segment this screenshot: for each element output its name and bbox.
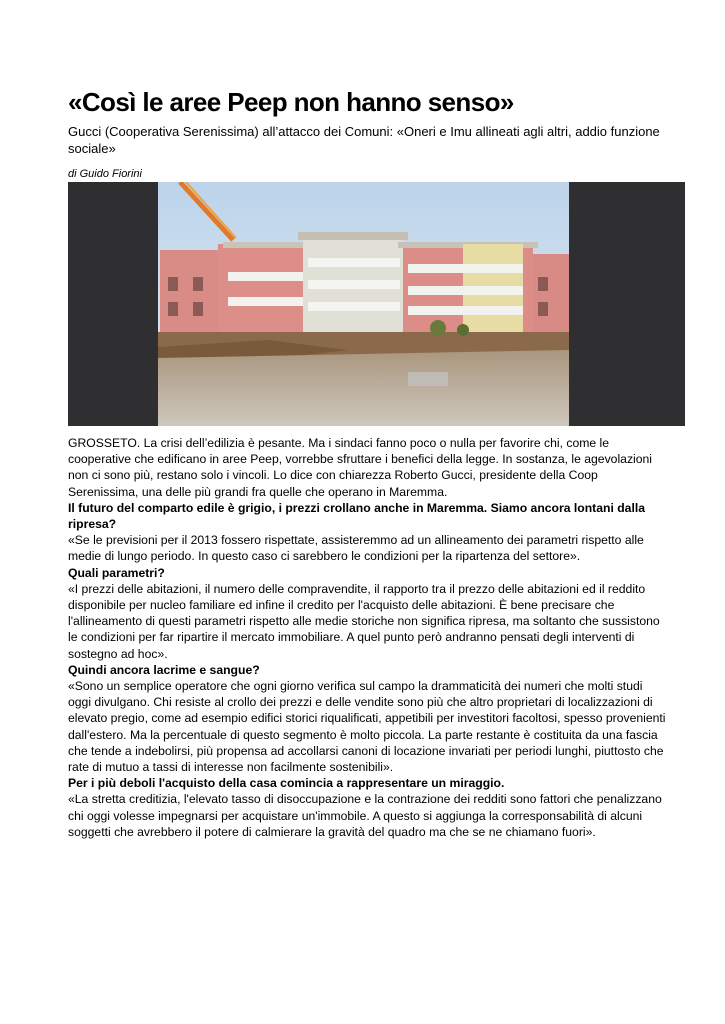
- interview-question: Quindi ancora lacrime e sangue?: [68, 662, 260, 677]
- article-byline: di Guido Fiorini: [68, 168, 142, 180]
- paragraph: «Sono un semplice operatore che ogni giorno verifica sul campo la drammaticità dei numeri che molti studi oggi divulgano. Chi resiste al crollo dei prezzi e delle vendite sono più che altro proprietari di localizzazioni di elevato pregio, come ad esempio edifici storici riqualificati, appetibili per investitori facoltosi, spesso provenienti dall'estero. Ma la percentuale di questo segmento è molto piccola. La parte restante è costituita da una fascia che tende a indebolirsi, più propensa ad accollarsi canoni di locazione invariati per periodi lunghi, piuttosto che rate di mutuo a tassi di interesse non facilmente sostenibili».: [68, 679, 666, 775]
- interview-question: Il futuro del comparto edile è grigio, i prezzi crollano anche in Maremma. Siamo ancora lontani dalla ripresa?: [68, 500, 645, 532]
- interview-question: Quali parametri?: [68, 565, 165, 580]
- paragraph: «I prezzi delle abitazioni, il numero delle compravendite, il rapporto tra il prezzo delle abitazioni ed il reddito disponibile per nucleo familiare ed infine il credito per l'acquisto delle abitazioni. È bene precisare che l'allineamento di questi parametri rispetto alle medie storiche non significa ripresa, ma soltanto che sussistono le condizioni per far ripartire il mercato immobiliare. A quel punto però andranno pensati degli interventi di sostegno ad hoc».: [68, 581, 660, 661]
- interview-question: Per i più deboli l'acquisto della casa comincia a rappresentare un miraggio.: [68, 776, 505, 791]
- article-body: [68, 435, 668, 840]
- article-subtitle: Gucci (Cooperativa Serenissima) all’attacco dei Comuni: «Oneri e Imu allineati agli altri, addio funzione sociale»: [68, 124, 660, 156]
- paragraph: GROSSETO. La crisi dell’edilizia è pesante. Ma i sindaci fanno poco o nulla per favorire chi, come le cooperative che edificano in aree Peep, vorrebbe sfruttare i benefici della legge. In sostanza, le agevolazioni non ci sono più, restano solo i vincoli. Lo dice con chiarezza Roberto Gucci, presidente della Coop Serenissima, una delle più grandi fra quelle che operano in Maremma.: [68, 436, 653, 499]
- article-title: «Così le aree Peep non hanno senso»: [68, 87, 514, 117]
- paragraph: «Se le previsioni per il 2013 fossero rispettate, assisteremmo ad un allineamento dei parametri rispetto alle medie di lungo periodo. In questo caso ci sarebbero le condizioni per la ripartenza del settore».: [68, 533, 644, 564]
- article-photo: [68, 182, 685, 426]
- building-photo: [68, 182, 685, 426]
- paragraph: «La stretta creditizia, l'elevato tasso di disoccupazione e la contrazione dei redditi sono fattori che penalizzano chi oggi volesse impegnarsi per acquistare un'immobile. A questo si aggiunga la corresponsabilità di alcuni soggetti che avrebbero il potere di calmierare la gravità del quadro ma che se ne chiamano fuori».: [68, 792, 662, 839]
